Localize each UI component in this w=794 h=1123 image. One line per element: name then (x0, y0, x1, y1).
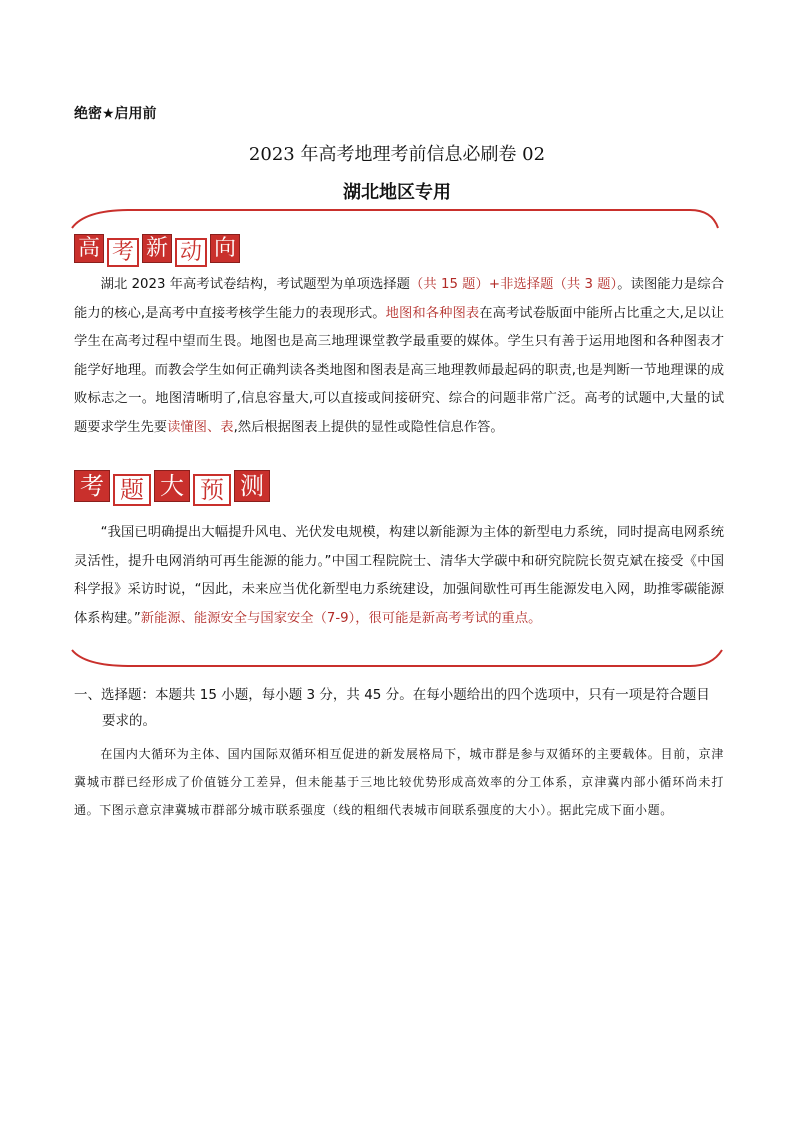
badge-char: 大 (154, 470, 190, 502)
exam-subtitle: 湖北地区专用 (343, 182, 451, 203)
badge-char: 预 (193, 474, 231, 506)
trends-paragraph: 湖北 2023 年高考试卷结构，考试题型为单项选择题（共 15 题）+非选择题（共 3 题）。读图能力是综合能力的核心,是高考中直接考核学生能力的表现形式。地图和各种图表在高考试卷版面中能所占比重之大,足以让学生在高考过程中望而生畏。地图也是高三地理课堂教学最重要的媒体。学生只有善于运用地图和各种图表才能学好地理。而教会学生如何正确判读各类地图和图表是高三地理教师最起码的职责,也是判断一节地理课的成败标志之一。地图清晰明了,信息容量大,可以直接或间接研究、综合的问题非常广泛。高考的试题中,大量的试题要求学生先要读懂图、表,然后根据图表上提供的显性或隐性信息作答。 (74, 277, 724, 435)
badge-char: 考 (107, 238, 139, 267)
section-badge-predictions (74, 470, 270, 506)
question-intro: 在国内大循环为主体、国内国际双循环相互促进的新发展格局下，城市群是参与双循环的主要载体。目前，京津冀城市群已经形成了价值链分工差异，但未能基于三地比较优势形成高效率的分工体系，京津冀内部小循环尚未打通。下图示意京津冀城市群部分城市联系强度（线的粗细代表城市间联系强度的大小）。据此完成下面小题。 (74, 747, 724, 817)
predictions-paragraph: “我国已明确提出大幅提升风电、光伏发电规模，构建以新能源为主体的新型电力系统，同时提高电网系统灵活性，提升电网消纳可再生能源的能力。”中国工程院院士、清华大学碳中和研究院院长贺克斌在接受《中国科学报》采访时说，“因此，未来应当优化新型电力系统建设，加强间歇性可再生能源发电入网，助推零碳能源体系构建。”新能源、能源安全与国家安全（7-9），很可能是新高考考试的重点。 (74, 525, 724, 626)
confidential-label: 绝密★启用前 (74, 106, 157, 122)
badge-char: 测 (234, 470, 270, 502)
badge-char: 考 (74, 470, 110, 502)
exam-title: 2023 年高考地理考前信息必刷卷 02 (248, 144, 546, 165)
badge-char: 高 (74, 234, 104, 263)
badge-char: 向 (210, 234, 240, 263)
badge-char: 动 (175, 238, 207, 267)
badge-char: 新 (142, 234, 172, 263)
badge-char: 题 (113, 474, 151, 506)
question-section-heading: 一、选择题：本题共 15 小题，每小题 3 分，共 45 分。在每小题给出的四个选项中，只有一项是符合题目 要求的。 (74, 687, 710, 729)
section-badge-trends (74, 234, 240, 267)
